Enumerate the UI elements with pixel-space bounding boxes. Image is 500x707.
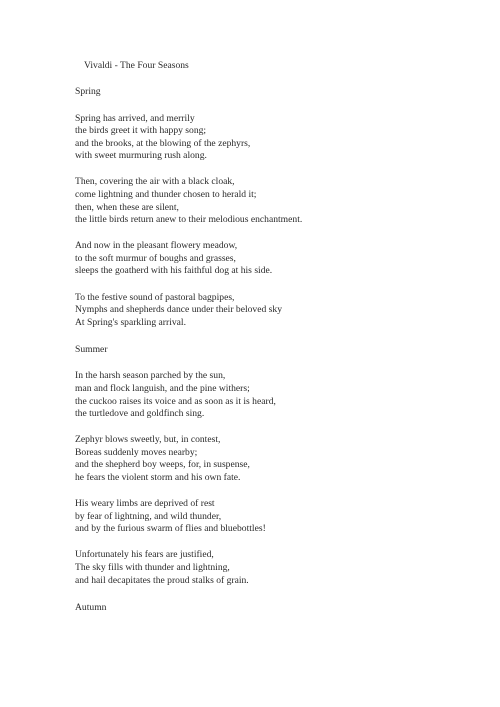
stanza xyxy=(75,176,475,226)
poem-line: man and flock languish, and the pine withers; xyxy=(75,382,250,394)
poem-line: the turtledove and goldfinch sing. xyxy=(75,408,205,420)
poem-line: Spring has arrived, and merrily xyxy=(75,112,195,124)
poem-line: and the brooks, at the blowing of the zephyrs, xyxy=(75,137,251,149)
poem-line: then, when these are silent, xyxy=(75,201,179,213)
poem-line: The sky fills with thunder and lightning, xyxy=(75,561,230,573)
stanza xyxy=(75,240,475,278)
stanza xyxy=(75,498,475,536)
poem-line: the cuckoo raises its voice and as soon as it is heard, xyxy=(75,395,276,407)
poem-line: To the festive sound of pastoral bagpipes, xyxy=(75,291,235,303)
poem-line: the birds greet it with happy song; xyxy=(75,125,207,137)
poem-line: by fear of lightning, and wild thunder, xyxy=(75,510,222,522)
poem-line: and the shepherd boy weeps, for, in suspense, xyxy=(75,459,250,471)
section-heading: Spring xyxy=(75,86,101,97)
poem-line: sleeps the goatherd with his faithful dog at his side. xyxy=(75,265,273,277)
poem-line: Nymphs and shepherds dance under their beloved sky xyxy=(75,304,283,316)
stanza xyxy=(75,370,475,420)
stanza xyxy=(75,113,475,163)
section-summer xyxy=(75,343,475,601)
poem-line: Zephyr blows sweetly, but, in contest, xyxy=(75,434,221,446)
poem-line: Unfortunately his fears are justified, xyxy=(75,549,214,561)
poem-line: Boreas suddenly moves nearby; xyxy=(75,446,198,458)
poem-line: In the harsh season parched by the sun, xyxy=(75,370,226,382)
section-heading: Autumn xyxy=(75,601,107,613)
poem-line: His weary limbs are deprived of rest xyxy=(75,498,215,510)
section-heading: Summer xyxy=(75,343,108,355)
document-title: Vivaldi - The Four Seasons xyxy=(84,60,189,71)
poem-line: and hail decapitates the proud stalks of grain. xyxy=(75,574,249,586)
poem-line: At Spring's sparkling arrival. xyxy=(75,316,186,328)
poem-line: with sweet murmuring rush along. xyxy=(75,150,207,162)
poem-line: the little birds return anew to their melodious enchantment. xyxy=(75,214,303,226)
poem-line: come lightning and thunder chosen to herald it; xyxy=(75,188,257,200)
poem-line: to the soft murmur of boughs and grasses, xyxy=(75,252,236,264)
stanza xyxy=(75,292,475,330)
poem-line: And now in the pleasant flowery meadow, xyxy=(75,240,238,252)
section-spring xyxy=(75,85,475,343)
poem-line: he fears the violent storm and his own fate. xyxy=(75,471,241,483)
stanza xyxy=(75,549,475,587)
poem-line: Then, covering the air with a black cloak, xyxy=(75,176,235,188)
stanza xyxy=(75,434,475,484)
section-autumn xyxy=(75,601,475,615)
document-body xyxy=(75,85,475,615)
poem-line: and by the furious swarm of flies and bluebottles! xyxy=(75,523,266,535)
